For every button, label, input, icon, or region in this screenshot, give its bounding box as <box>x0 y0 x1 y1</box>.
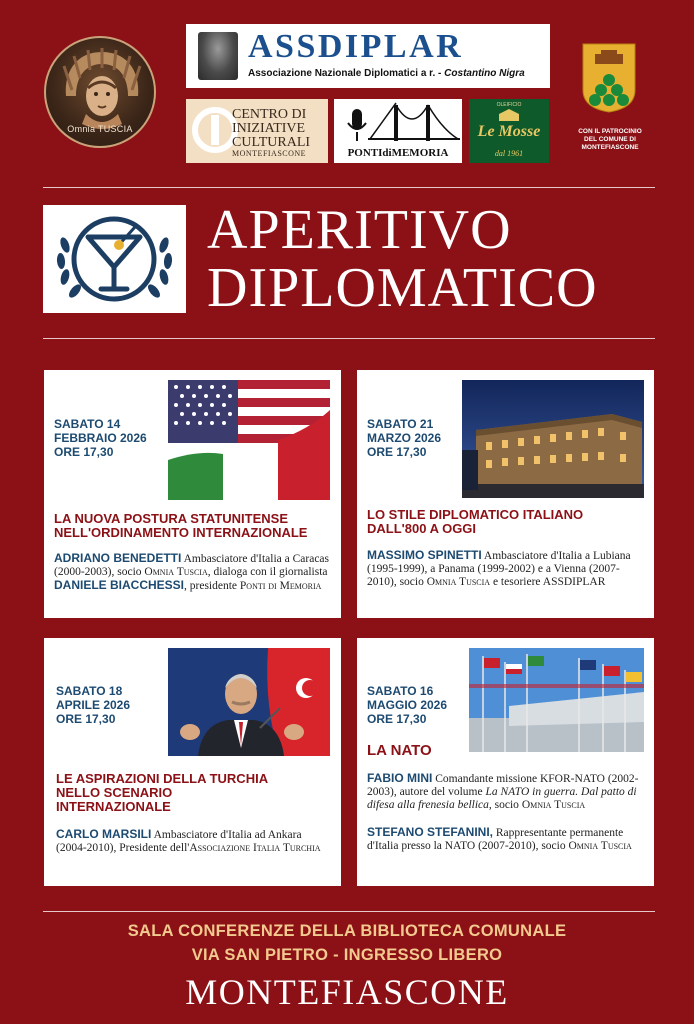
speaker-name: MASSIMO SPINETTI <box>367 548 482 562</box>
patrocinio-text: CON IL PATROCINIO DEL COMUNE DI MONTEFIASCONE <box>578 128 642 151</box>
martini-glass-icon <box>43 205 186 313</box>
comune-crest-icon <box>581 42 637 114</box>
event-card <box>44 638 341 886</box>
venue-line: SALA CONFERENZE DELLA BIBLIOTECA COMUNALE <box>127 922 567 940</box>
event-date: SABATO 14 FEBBRAIO 2026 ORE 17,30 <box>54 417 147 459</box>
address-line: VIA SAN PIETRO - INGRESSO LIBERO <box>191 946 503 964</box>
centro-line: INIZIATIVE <box>232 121 306 136</box>
city-name: MONTEFIASCONE <box>185 972 509 1012</box>
assdiplar-name: ASSDIPLAR <box>248 28 464 65</box>
event-date: SABATO 21 MARZO 2026 ORE 17,30 <box>367 417 442 459</box>
assdiplar-subtitle: Associazione Nazionale Diplomatici a r. - Costantino Nigra <box>248 68 525 79</box>
event-title: LA NUOVA POSTURA STATUNITENSE NELL'ORDINAMENTO INTERNAZIONALE <box>54 511 308 540</box>
speaker-photo <box>168 648 330 756</box>
centro-line: CULTURALI <box>232 135 311 150</box>
centro-line: MONTEFIASCONE <box>232 149 307 158</box>
event-description: FABIO MINI Comandante missione KFOR-NATO (2002-2003), autore del volume La NATO in guerra. Dal patto di difesa alla frenesia bellica, socio Omnia Tuscia <box>367 771 639 811</box>
usa-italy-flags-photo <box>168 380 330 500</box>
speaker-name: ADRIANO BENEDETTI <box>54 551 182 565</box>
divider <box>43 187 655 188</box>
event-description: STEFANO STEFANINI, Rappresentante permanente d'Italia presso la NATO (2007-2010), socio Omnia Tuscia <box>367 825 632 852</box>
mosse-brand: Le Mosse <box>477 123 541 140</box>
centro-line: CENTRO DI <box>232 107 307 122</box>
event-title: LE ASPIRAZIONI DELLA TURCHIA NELLO SCENARIO INTERNAZIONALE <box>56 771 269 814</box>
speaker-name: CARLO MARSILI <box>56 827 152 841</box>
title-line-2: DIPLOMATICO <box>207 257 598 319</box>
omnia-label: Omnia TUSCIA <box>67 124 133 134</box>
nato-flags-photo <box>469 648 644 752</box>
mosse-oleificio: OLEIFICIO <box>496 102 522 108</box>
event-description: ADRIANO BENEDETTI Ambasciatore d'Italia a Caracas (2000-2003), socio Omnia Tuscia, dialoga con il giornalista DANIELE BIACCHESSI, presidente Ponti di Memoria <box>54 551 330 592</box>
ponti-label: PONTIdiMEMORIA <box>347 147 449 159</box>
portrait-photo <box>198 32 238 80</box>
building-icon <box>497 107 521 123</box>
divider <box>43 338 655 339</box>
divider <box>43 911 655 912</box>
bridge-microphone-icon <box>334 99 462 147</box>
assdiplar-logo <box>186 24 550 88</box>
martini-logo <box>43 205 186 313</box>
speaker-name: FABIO MINI <box>367 771 433 785</box>
event-description: CARLO MARSILI Ambasciatore d'Italia ad Ankara (2004-2010), Presidente dell'Associazione Italia Turchia <box>56 827 321 854</box>
le-mosse-logo <box>469 99 549 163</box>
event-date: SABATO 18 APRILE 2026 ORE 17,30 <box>56 684 131 726</box>
event-card <box>357 638 654 886</box>
omnia-tuscia-logo <box>44 36 156 148</box>
title-line-1: APERITIVO <box>207 199 512 261</box>
speaker-name: STEFANO STEFANINI, <box>367 825 494 839</box>
event-card <box>357 370 654 618</box>
mosse-since: dal 1961 <box>494 149 524 158</box>
palazzo-photo <box>462 380 644 498</box>
event-title: LO STILE DIPLOMATICO ITALIANO DALL'800 A OGGI <box>367 507 584 536</box>
event-card <box>44 370 341 618</box>
event-date: SABATO 16 MAGGIO 2026 ORE 17,30 <box>367 684 448 726</box>
event-description: MASSIMO SPINETTI Ambasciatore d'Italia a Lubiana (1995-1999), a Panama (1999-2002) e a Vienna (2007-2010), socio Omnia Tuscia e tesoriere ASSDIPLAR <box>367 548 631 588</box>
event-title: LA NATO <box>367 742 432 759</box>
speaker-name: DANIELE BIACCHESSI <box>54 578 185 592</box>
centro-iniziative-logo <box>186 99 328 163</box>
ponti-di-memoria-logo <box>334 99 462 163</box>
